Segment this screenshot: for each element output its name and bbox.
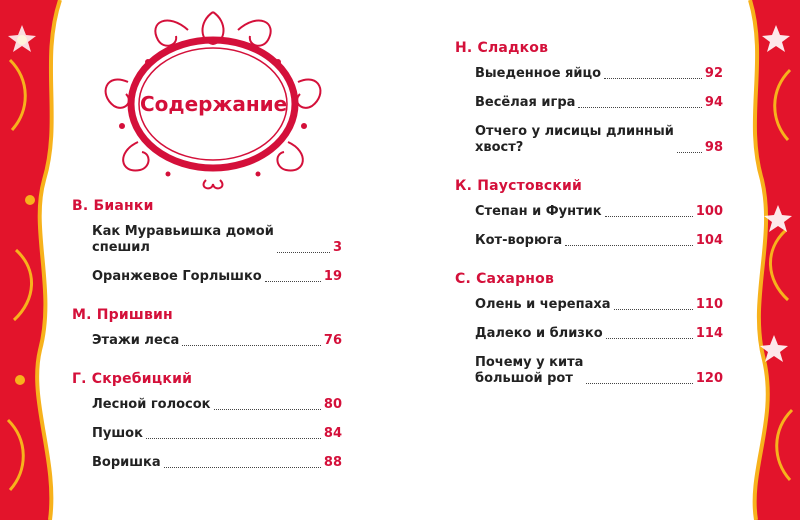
toc-entry[interactable] — [475, 297, 723, 313]
toc-entry[interactable] — [475, 355, 723, 387]
right-floral-border — [730, 0, 800, 520]
author-section — [72, 198, 342, 285]
page-number: 114 — [695, 326, 723, 341]
author-name: Н. Сладков — [455, 40, 549, 56]
entry-title: Лесной голосок — [92, 397, 211, 412]
page-number: 88 — [323, 455, 342, 470]
dot-leader — [565, 245, 693, 246]
page-number: 110 — [695, 297, 723, 312]
toc-entry[interactable] — [92, 397, 342, 413]
toc-entry[interactable] — [92, 426, 342, 442]
page-title: Содержание — [140, 92, 288, 116]
entry-title: Олень и черепаха — [475, 297, 611, 312]
page-number: 104 — [695, 233, 723, 248]
dot-leader — [277, 252, 330, 253]
author-section — [455, 178, 723, 249]
entry-title: Этажи леса — [92, 333, 180, 348]
dot-leader — [677, 152, 702, 153]
toc-entry[interactable] — [92, 224, 342, 256]
page-number: 98 — [704, 140, 723, 155]
toc-entry[interactable] — [475, 204, 723, 220]
toc-entry[interactable] — [475, 124, 723, 156]
dot-leader — [265, 281, 321, 282]
dot-leader — [606, 338, 693, 339]
page-number: 94 — [704, 95, 723, 110]
page-number: 92 — [704, 66, 723, 81]
entry-title: Оранжевое Горлышко — [92, 269, 262, 284]
entry-title: Воришка — [92, 455, 161, 470]
dot-leader — [164, 467, 321, 468]
dot-leader — [586, 383, 692, 384]
entry-title: Весёлая игра — [475, 95, 576, 110]
page-number: 3 — [332, 240, 342, 255]
dot-leader — [605, 216, 693, 217]
dot-leader — [182, 345, 321, 346]
toc-entry[interactable] — [475, 66, 723, 82]
entry-title: Далеко и близко — [475, 326, 603, 341]
author-name: К. Паустовский — [455, 178, 583, 194]
dot-leader — [578, 107, 702, 108]
toc-left-column — [72, 198, 342, 493]
entry-title: Как Муравьишка домой спешил — [92, 224, 274, 255]
entry-title: Выеденное яйцо — [475, 66, 602, 81]
page-number: 100 — [695, 204, 723, 219]
dot-leader — [146, 438, 321, 439]
toc-entry[interactable] — [475, 95, 723, 111]
author-section — [72, 371, 342, 471]
toc-entry[interactable] — [92, 333, 342, 349]
entry-title: Почему у кита большой рот — [475, 355, 584, 386]
toc-entry[interactable] — [475, 233, 723, 249]
page-number: 120 — [695, 371, 723, 386]
page-number: 76 — [323, 333, 342, 348]
page-number: 80 — [323, 397, 342, 412]
entry-title: Кот-ворюга — [475, 233, 563, 248]
author-name: С. Сахарнов — [455, 271, 555, 287]
left-floral-border — [0, 0, 70, 520]
author-name: В. Бианки — [72, 198, 154, 214]
dot-leader — [614, 309, 693, 310]
toc-entry[interactable] — [92, 455, 342, 471]
author-section — [72, 307, 342, 349]
page-number: 19 — [323, 269, 342, 284]
dot-leader — [604, 78, 702, 79]
entry-title: Степан и Фунтик — [475, 204, 602, 219]
entry-title: Отчего у лисицы длинный хвост? — [475, 124, 674, 155]
entry-title: Пушок — [92, 426, 143, 441]
dot-leader — [214, 409, 321, 410]
author-section — [455, 271, 723, 387]
toc-entry[interactable] — [92, 269, 342, 285]
author-name: М. Пришвин — [72, 307, 173, 323]
author-name: Г. Скребицкий — [72, 371, 193, 387]
toc-entry[interactable] — [475, 326, 723, 342]
page-number: 84 — [323, 426, 342, 441]
author-section — [455, 40, 723, 156]
toc-right-column — [455, 40, 723, 409]
